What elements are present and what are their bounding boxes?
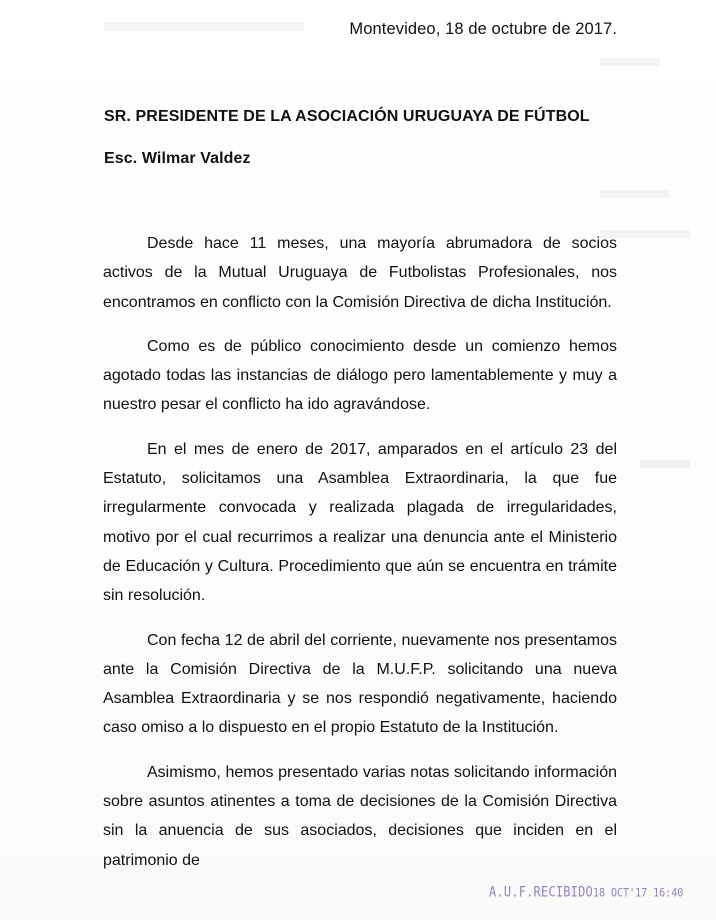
stamp-datetime: 18 OCT'17 16:40 bbox=[592, 887, 684, 901]
letter-body bbox=[103, 229, 617, 890]
recipient-name: Esc. Wilmar Valdez bbox=[104, 150, 251, 167]
letter-date: Montevideo, 18 de octubre de 2017. bbox=[349, 20, 617, 38]
body-paragraph: Desde hace 11 meses, una mayoría abrumadora de socios activos de la Mutual Uruguaya de Futbolistas Profesionales, nos encontramos en conflicto con la Comisión Directiva de dicha Institución. bbox=[103, 235, 617, 311]
bleed-through-mark bbox=[600, 190, 670, 198]
received-stamp bbox=[489, 884, 683, 900]
recipient-title: SR. PRESIDENTE DE LA ASOCIACIÓN URUGUAYA DE FÚTBOL bbox=[104, 108, 590, 125]
stamp-label: A.U.F.RECIBIDO bbox=[489, 884, 593, 901]
body-paragraph: Asimismo, hemos presentado varias notas solicitando información sobre asuntos atinentes a toma de decisiones de la Comisión Directiva sin la anuencia de sus asociados, decisiones que inciden en el patrimonio de bbox=[103, 763, 617, 869]
body-paragraph: Con fecha 12 de abril del corriente, nuevamente nos presentamos ante la Comisión Directiva de la M.U.F.P. solicitando una nueva Asamblea Extraordinaria y se nos respondió negativamente, haciendo caso omiso a lo dispuesto en el propio Estatuto de la Institución. bbox=[103, 631, 617, 737]
bleed-through-mark bbox=[104, 22, 304, 31]
bleed-through-mark bbox=[600, 58, 660, 66]
body-paragraph: En el mes de enero de 2017, amparados en el artículo 23 del Estatuto, solicitamos una Asamblea Extraordinaria, la que fue irregularmente convocada y realizada plagada de irregularidades, motivo por el cual recurrimos a realizar una denuncia ante el Ministerio de Educación y Cultura. Procedimiento que aún se encuentra en trámite sin resolución. bbox=[103, 440, 617, 605]
bleed-through-mark bbox=[640, 460, 690, 468]
body-paragraph: Como es de público conocimiento desde un comienzo hemos agotado todas las instancias de diálogo pero lamentablemente y muy a nuestro pesar el conflicto ha ido agravándose. bbox=[103, 337, 617, 414]
